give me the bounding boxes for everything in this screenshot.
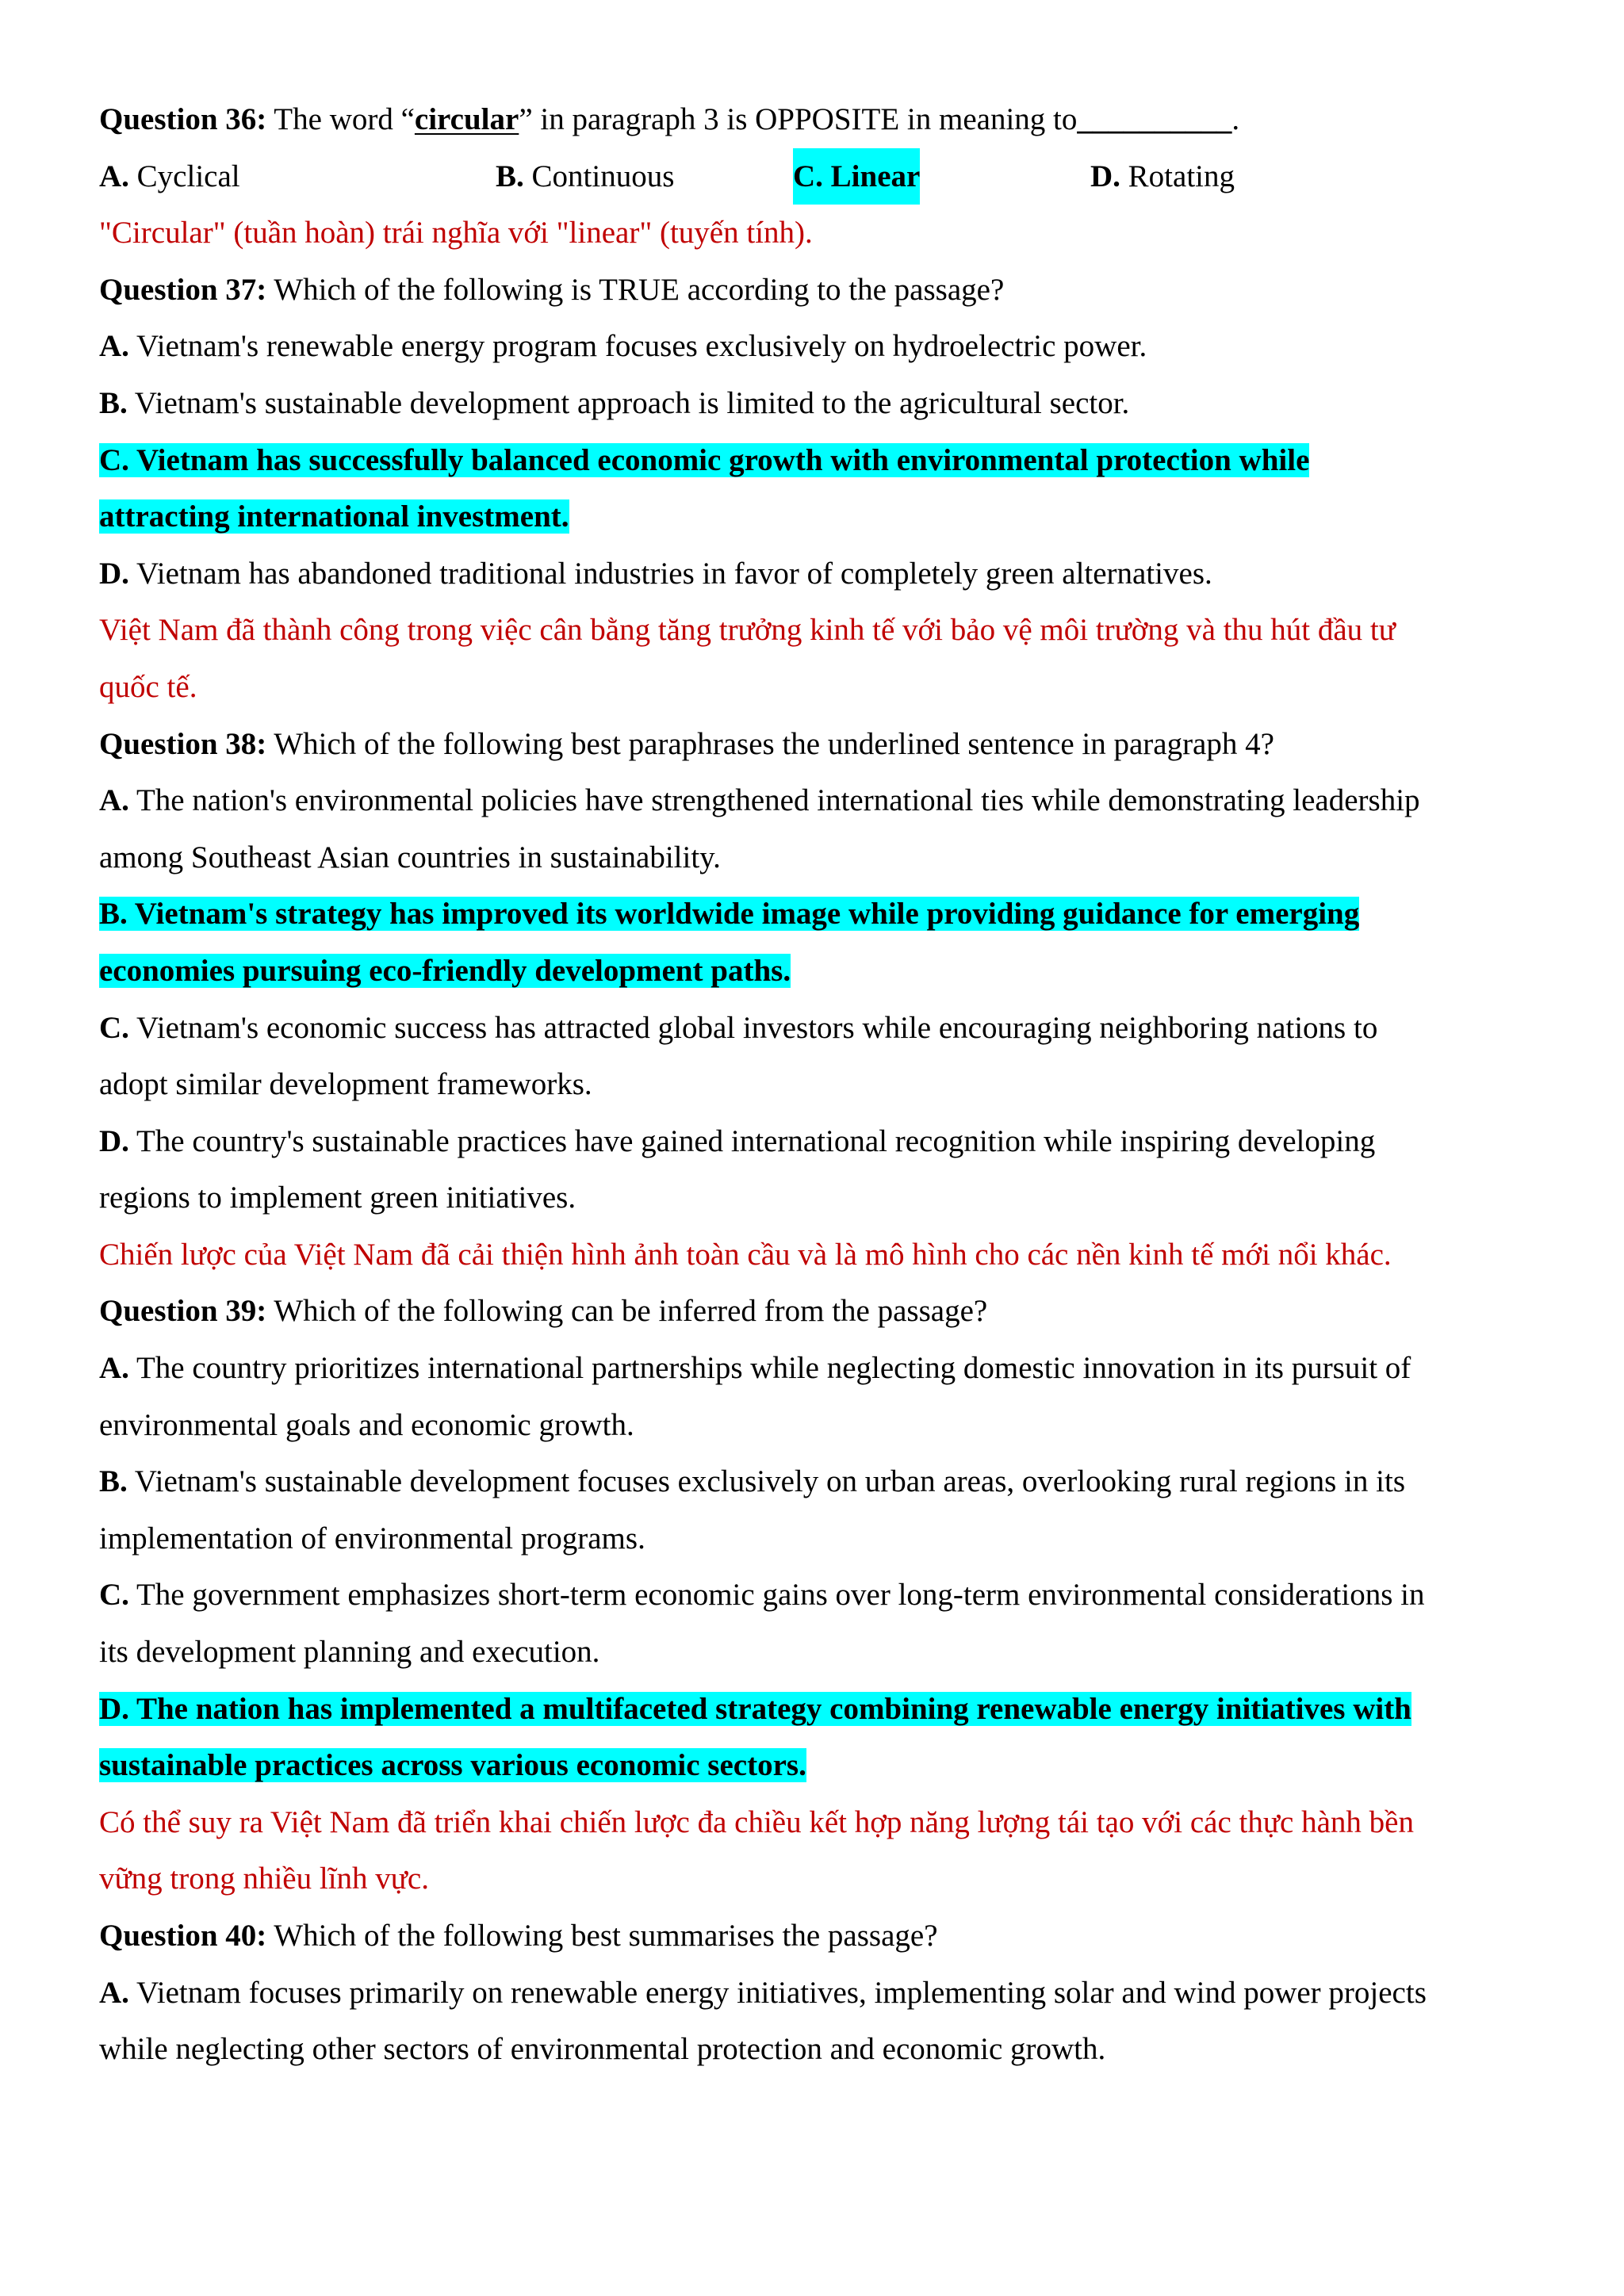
question-text: Which of the following can be inferred from the passage? (266, 1294, 988, 1329)
question-text: Which of the following best summarises the passage? (266, 1919, 938, 1953)
option-b-correct-line-2 (99, 943, 1526, 1000)
option-letter: A. (99, 159, 129, 193)
question-37-explanation-line-1: Việt Nam đã thành công trong việc cân bằng tăng trưởng kinh tế với bảo vệ môi trường và thu hút đầu tư (99, 613, 1396, 648)
option-text: Rotating (1120, 159, 1235, 193)
question-36-explanation: "Circular" (tuần hoàn) trái nghĩa với "linear" (tuyến tính). (99, 216, 813, 251)
option-letter: C. Linear (793, 159, 921, 193)
question-37-stem (99, 262, 1526, 319)
option-letter: C. (99, 1010, 129, 1045)
option-letter: B. (496, 159, 524, 193)
question-label: Question 37: (99, 272, 267, 307)
option-letter: D. (1090, 159, 1120, 193)
option-text: The nation's environmental policies have strengthened international ties while demonstrating leadership (128, 783, 1420, 818)
question-label: Question 39: (99, 1294, 267, 1329)
question-label: Question 38: (99, 726, 267, 761)
option-a-line-2: environmental goals and economic growth. (99, 1407, 634, 1442)
option-text: Vietnam focuses primarily on renewable energy initiatives, implementing solar and wind power projects (128, 1975, 1427, 2010)
option-text: Vietnam's sustainable development focuses exclusively on urban areas, overlooking rural regions in its (127, 1464, 1405, 1499)
option-a (99, 318, 1526, 375)
target-word: circular (414, 102, 519, 136)
question-39-stem (99, 1283, 1526, 1340)
option-text: Continuous (523, 159, 675, 193)
option-letter: A. (99, 783, 129, 818)
option-letter: B. (99, 385, 128, 420)
option-text: Vietnam's economic success has attracted global investors while encouraging neighboring nations to (128, 1010, 1378, 1045)
option-b-correct-line-1 (99, 886, 1526, 943)
question-label: Question 40: (99, 1919, 267, 1953)
option-a-line-2: among Southeast Asian countries in sustainability. (99, 840, 721, 874)
question-40-stem (99, 1908, 1526, 1965)
question-36-stem (99, 91, 1526, 148)
question-37-explanation-line-2: quốc tế. (99, 669, 197, 704)
question-text: Which of the following is TRUE according to the passage? (266, 272, 1005, 307)
option-letter: C. (99, 1578, 129, 1613)
question-text: ” in paragraph 3 is OPPOSITE in meaning to (519, 102, 1078, 136)
question-text: Which of the following best paraphrases the underlined sentence in paragraph 4? (266, 726, 1274, 761)
correct-answer-text: D. The nation has implemented a multifaceted strategy combining renewable energy initiatives with (99, 1691, 1411, 1726)
correct-answer-text: B. Vietnam's strategy has improved its worldwide image while providing guidance for emerging (99, 897, 1360, 932)
question-end: . (1231, 102, 1240, 136)
option-letter: D. (99, 556, 129, 591)
option-c-correct (793, 148, 920, 205)
option-a-line-1 (99, 772, 1526, 829)
option-a (99, 148, 240, 205)
option-d-correct-line-1 (99, 1681, 1526, 1738)
option-letter: B. (99, 1464, 128, 1499)
option-a-line-2: while neglecting other sectors of environmental protection and economic growth. (99, 2032, 1106, 2067)
option-text: Vietnam has abandoned traditional industries in favor of completely green alternatives. (128, 556, 1212, 591)
option-b-line-2: implementation of environmental programs. (99, 1521, 645, 1556)
correct-answer-text: economies pursuing eco-friendly development paths. (99, 953, 791, 988)
option-text: The government emphasizes short-term economic gains over long-term environmental considerations in (128, 1578, 1425, 1613)
option-letter: A. (99, 329, 129, 364)
question-text: The word “ (266, 102, 415, 136)
option-d (1090, 148, 1235, 205)
option-letter: D. (99, 1123, 129, 1158)
correct-answer-text: C. Vietnam has successfully balanced economic growth with environmental protection while (99, 442, 1310, 477)
option-text: Cyclical (128, 159, 240, 193)
option-c-line-1 (99, 1567, 1526, 1624)
option-a-line-1 (99, 1340, 1526, 1397)
option-text: The country prioritizes international partnerships while neglecting domestic innovation in its pursuit of (128, 1351, 1411, 1386)
option-text: The country's sustainable practices have gained international recognition while inspiring developing (128, 1123, 1376, 1158)
option-a-line-1 (99, 1965, 1526, 2022)
option-c-correct-line-1 (99, 432, 1526, 489)
question-38-explanation: Chiến lược của Việt Nam đã cải thiện hình ảnh toàn cầu và là mô hình cho các nền kinh tế mới nổi khác. (99, 1237, 1392, 1272)
correct-answer-text: sustainable practices across various economic sectors. (99, 1748, 806, 1783)
answer-blank: __________ (1077, 102, 1232, 136)
option-b (496, 148, 674, 205)
question-39-explanation-line-2: vững trong nhiều lĩnh vực. (99, 1862, 429, 1896)
option-b (99, 375, 1526, 432)
option-c-line-2: adopt similar development frameworks. (99, 1067, 592, 1102)
option-c-line-2: its development planning and execution. (99, 1635, 600, 1670)
option-d-line-2: regions to implement green initiatives. (99, 1181, 576, 1215)
question-38-stem (99, 716, 1526, 773)
option-d-line-1 (99, 1113, 1526, 1170)
option-text: Vietnam's sustainable development approach is limited to the agricultural sector. (127, 385, 1130, 420)
option-text: Vietnam's renewable energy program focuses exclusively on hydroelectric power. (128, 329, 1147, 364)
correct-answer-text: attracting international investment. (99, 499, 569, 534)
question-39-explanation-line-1: Có thể suy ra Việt Nam đã triển khai chiến lược đa chiều kết hợp năng lượng tái tạo với các thực hành bền (99, 1804, 1414, 1839)
option-b-line-1 (99, 1453, 1526, 1510)
option-d (99, 545, 1526, 603)
question-36-options (99, 148, 1526, 205)
option-c-correct-line-2 (99, 488, 1526, 545)
option-d-correct-line-2 (99, 1737, 1526, 1794)
document-page (99, 91, 1526, 2078)
question-label: Question 36: (99, 102, 267, 136)
option-letter: A. (99, 1351, 129, 1386)
option-letter: A. (99, 1975, 129, 2010)
option-c-line-1 (99, 1000, 1526, 1057)
